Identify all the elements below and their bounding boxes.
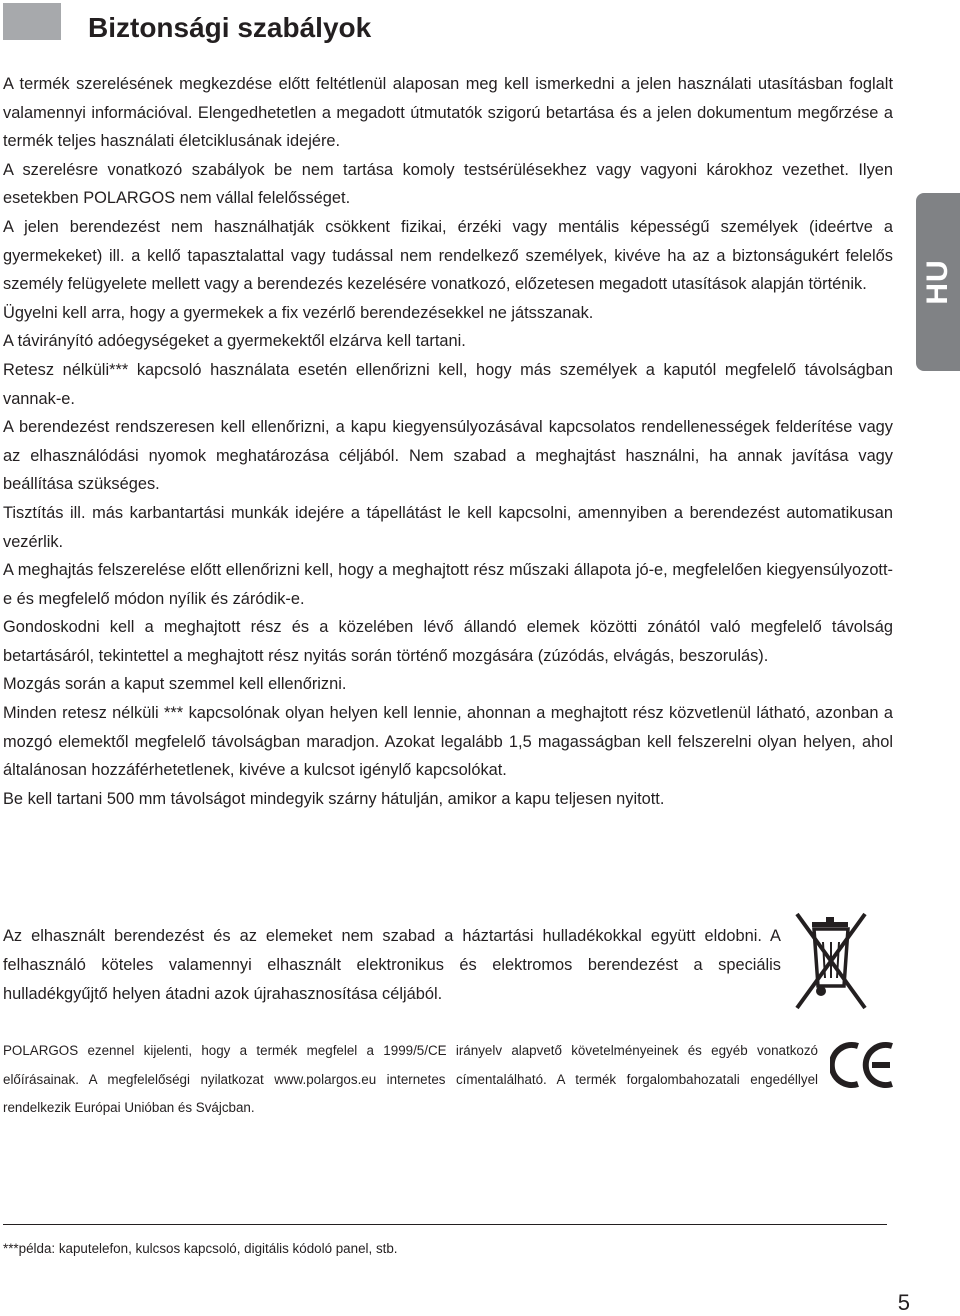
- footnote: ***példa: kaputelefon, kulcsos kapcsoló, digitális kódoló panel, stb.: [3, 1241, 398, 1256]
- paragraph-pre-install-check: A meghajtás felszerelése előtt ellenőrizni kell, hogy a meghajtott rész műszaki állapota jó-e, megfelelően kiegyensúlyozott-e és megfelelő módon nyílik és záródik-e.: [3, 561, 893, 608]
- paragraph-children-controls: Ügyelni kell arra, hogy a gyermekek a fix vezérlő berendezésekkel ne játsszanak.: [3, 303, 594, 322]
- paragraph-cleaning: Tisztítás ill. más karbantartási munkák idejére a tápellátást le kell kapcsolni, amennyiben a berendezést automatikusan vezérlik.: [3, 503, 893, 551]
- page-title: Biztonsági szabályok: [88, 12, 372, 43]
- paragraph-restricted-users: A jelen berendezést nem használhatják csökkent fizikai, érzéki vagy mentális képességű személyek (ideértve a gyermekeket) ill. a kellő tapasztalattal vagy tudással nem rendelkező személyek, kivéve ha az a biztonságukért felelős személy felügyelete mellett vagy a berendezés kezelésére vonatkozó, előzetesen megadott utasítások alapján történik.: [3, 217, 893, 294]
- ce-mark-icon: [830, 1040, 896, 1090]
- paragraph-intro: A termék szerelésének megkezdése előtt feltétlenül alaposan meg kell ismerkedni a jelen használati utasításban foglalt valamennyi információval. Elengedhetetlen a megadott útmutatók szigorú betartása és a jelen dokumentum megőrzése a termék teljes használati életciklusának idejére.: [3, 75, 893, 151]
- paragraph-remote-storage: A távirányító adóegységeket a gyermekektől elzárva kell tartani.: [3, 332, 466, 351]
- footnote-divider: [3, 1224, 887, 1225]
- paragraph-regular-inspection: A berendezést rendszeresen kell ellenőrizni, a kapu kiegyensúlyozásával kapcsolatos rendellenességek felderítése vagy az elhasználódási nyomok meghatározása céljából. Nem szabad a meghajtást használni, ha annak javítása vagy beállítása szükséges.: [3, 418, 893, 494]
- safety-rules-section: [3, 70, 893, 813]
- paragraph-clearance-zone: Gondoskodni kell a meghajtott rész és a közelében lévő állandó elemek közötti zónától való megfelelő távolság betartásáról, tekintettel a meghajtott rész nyitás során történő mozgására (zúzódás, elvágás, beszorulás).: [3, 618, 893, 665]
- page-number: 5: [897, 1290, 910, 1315]
- paragraph-liability: A szerelésre vonatkozó szabályok be nem tartása komoly testsérülésekhez vagy vagyoni károkhoz vezethet. Ilyen esetekben POLARGOS nem vállal felelősséget.: [3, 160, 893, 208]
- language-tab-label: HU: [921, 259, 954, 305]
- paragraph-switch-distance: Retesz nélküli*** kapcsoló használata esetén ellenőrizni kell, hogy más személyek a kaputól megfelelő távolságban vannak-e.: [3, 360, 893, 408]
- paragraph-leaf-distance: Be kell tartani 500 mm távolságot mindegyik szárny hátulján, amikor a kapu teljesen nyitott.: [3, 789, 665, 808]
- header-color-block: [3, 3, 61, 40]
- crossed-out-wheelie-bin-icon: [795, 912, 867, 1014]
- paragraph-visual-monitoring: Mozgás során a kaput szemmel kell ellenőrizni.: [3, 675, 347, 694]
- disposal-notice: Az elhasznált berendezést és az elemeket nem szabad a háztartási hulladékokkal együtt eldobni. A felhasználó köteles valamennyi elhasznált elektronikus és elektromos berendezést a speciális hulladékgyűjtő helyen átadni azok újrahasznosítása céljából.: [3, 927, 781, 1003]
- language-tab: [916, 193, 960, 371]
- paragraph-switch-placement: Minden retesz nélküli *** kapcsolónak olyan helyen kell lennie, ahonnan a meghajtott rész közvetlenül látható, azonban a mozgó elemektől megfelelő távolságban maradjon. Azokat legalább 1,5 magasságban kell felszerelni olyan helyen, ahol általánosan hozzáférhetetlenek, kivéve a kulcsot igénylő kapcsolókat.: [3, 704, 893, 780]
- conformity-declaration: POLARGOS ezennel kijelenti, hogy a termék megfelel a 1999/5/CE irányelv alapvető követelményeinek és egyéb vonatkozó előírásainak. A megfelelőségi nyilatkozat www.polargos.eu internetes címentalálható. A termék forgalombahozatali engedéllyel rendelkezik Európai Unióban és Svájcban.: [3, 1043, 818, 1115]
